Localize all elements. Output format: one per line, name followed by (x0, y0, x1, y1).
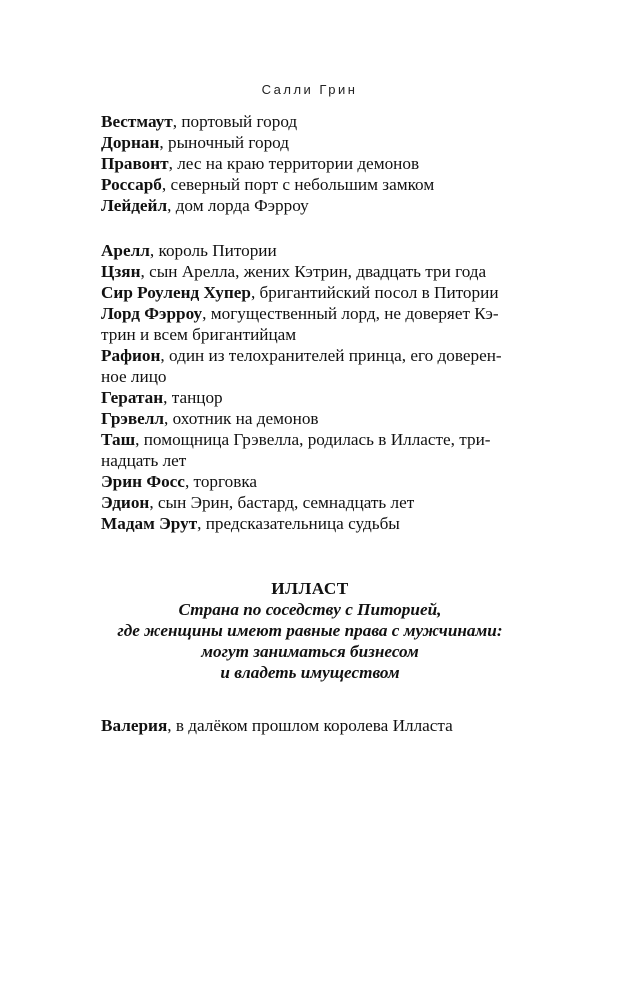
character-name: Мадам Эрут (101, 514, 198, 533)
place-name: Правонт (101, 154, 169, 173)
character-entry (101, 303, 521, 345)
place-description: , дом лорда Фэрроу (167, 196, 309, 215)
character-entry (101, 387, 521, 408)
character-entry (101, 345, 521, 387)
country-subtitle-line: Страна по соседству с Питорией, (178, 600, 442, 619)
character-description: , король Питории (149, 241, 277, 260)
character-name: Лорд Фэрроу (101, 304, 203, 323)
character-description: , предсказательница судьбы (197, 514, 400, 533)
character-name: Грэвелл (101, 409, 165, 428)
country-subtitle-line: могут заниматься бизнесом (201, 642, 419, 661)
place-name: Россарб (101, 175, 162, 194)
character-entry (101, 408, 521, 429)
country-title: ИЛЛАСТ (271, 579, 349, 598)
place-entry (101, 153, 521, 174)
illast-characters-list (101, 715, 521, 736)
character-description-continued: трин и всем бригантийцам (101, 325, 297, 344)
character-entry (101, 240, 521, 261)
place-description: , портовый город (172, 112, 298, 131)
character-name: Цзян (101, 262, 141, 281)
place-description: , северный порт с небольшим замком (161, 175, 435, 194)
place-entry (101, 111, 521, 132)
places-list (101, 111, 521, 216)
character-description-continued: надцать лет (101, 451, 187, 470)
character-entry (101, 492, 521, 513)
character-description: , помощница Грэвелла, родилась в Илласте, три- (135, 430, 491, 449)
character-entry (101, 282, 521, 303)
country-subtitle-line: где женщины имеют равные права с мужчинами: (117, 621, 503, 640)
place-entry (101, 174, 521, 195)
character-description: , в далёком прошлом королева Илласта (167, 716, 453, 735)
character-name: Гератан (101, 388, 164, 407)
character-name: Сир Роуленд Хупер (101, 283, 251, 302)
character-entry (101, 471, 521, 492)
character-entry (101, 429, 521, 471)
character-description: , один из телохранителей принца, его доверен- (160, 346, 502, 365)
character-description: , торговка (184, 472, 258, 491)
character-name: Арелл (101, 241, 150, 260)
place-description: , рыночный город (159, 133, 290, 152)
character-entry (101, 513, 521, 534)
character-description: , бригантийский посол в Питории (250, 283, 499, 302)
place-name: Дорнан (101, 133, 160, 152)
character-description: , сын Арелла, жених Кэтрин, двадцать три года (140, 262, 487, 281)
character-entry (101, 261, 521, 282)
character-name: Эрин Фосс (101, 472, 185, 491)
place-name: Лейдейл (101, 196, 168, 215)
character-description: , сын Эрин, бастард, семнадцать лет (149, 493, 415, 512)
country-subtitle-line: и владеть имуществом (220, 663, 400, 682)
characters-list (101, 240, 521, 534)
character-description-continued: ное лицо (101, 367, 167, 386)
character-name: Валерия (101, 716, 168, 735)
place-entry (101, 132, 521, 153)
place-name: Вестмаут (101, 112, 173, 131)
character-entry (101, 715, 521, 736)
character-name: Эдион (101, 493, 150, 512)
character-description: , охотник на демонов (164, 409, 319, 428)
place-entry (101, 195, 521, 216)
character-name: Таш (101, 430, 136, 449)
country-section-heading (80, 578, 540, 683)
character-description: , могущественный лорд, не доверяет Кэ- (202, 304, 499, 323)
character-name: Рафион (101, 346, 161, 365)
character-description: , танцор (163, 388, 223, 407)
place-description: , лес на краю территории демонов (168, 154, 420, 173)
running-head: Салли Грин (261, 82, 358, 97)
